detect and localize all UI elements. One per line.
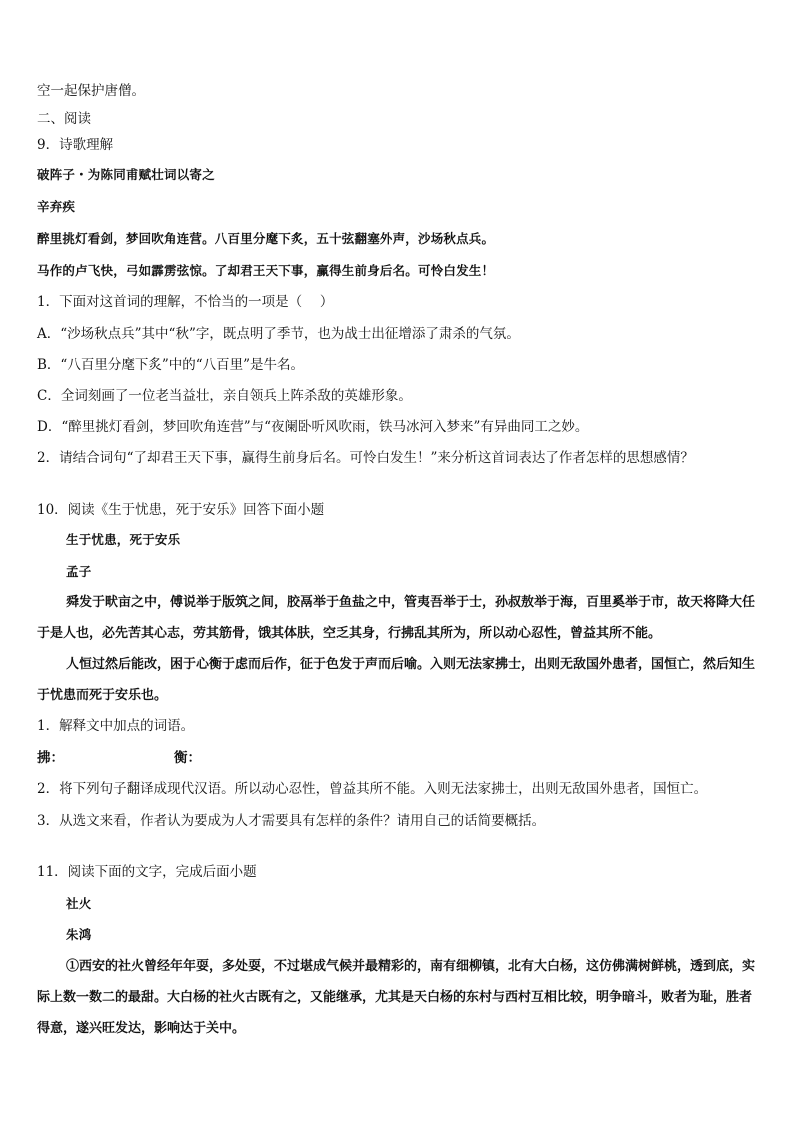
text-line: 空一起保护唐僧。 (37, 83, 145, 99)
option-c: C．全词刻画了一位老当益壮，亲自领兵上阵杀敌的英雄形象。 (37, 388, 412, 404)
section-heading-reading: 二、阅读 (37, 111, 91, 127)
question-11-heading: 11．阅读下面的文字，完成后面小题 (37, 864, 257, 880)
passage-author: 朱鸿 (66, 927, 92, 942)
poem-line: 醉里挑灯看剑，梦回吹角连营。八百里分麾下炙，五十弦翻塞外声，沙场秋点兵。 (37, 231, 495, 246)
fill-label: 衡： (174, 750, 201, 766)
question-text: 2．请结合词句“了却君王天下事，赢得生前身后名。可怜白发生！”来分析这首词表达了作者怎样的思想感情？ (37, 450, 694, 466)
poem-line: 马作的卢飞快，弓如霹雳弦惊。了却君王天下事，赢得生前身后名。可怜白发生！ (37, 263, 495, 278)
passage-title: 生于忧患，死于安乐 (66, 532, 181, 547)
passage-text: ①西安的社火曾经年年耍，多处耍，不过堪成气候并最精彩的，南有细柳镇，北有大白杨，这仿佛满树鲜桃，透到底，实际上数一数二的最甜。大白杨的社火古既有之，又能继承，尤其是天白杨的东村与西村互相比较，明争暗斗，败者为耻，胜者得意，遂兴旺发达，影响达于关中。 (37, 959, 756, 1036)
poem-author: 辛弃疾 (37, 199, 76, 214)
option-a: A．“沙场秋点兵”其中“秋”字，既点明了季节，也为战士出征增添了肃杀的气氛。 (37, 326, 520, 342)
passage-text: 舜发于畎亩之中，傅说举于版筑之间，胶鬲举于鱼盐之中，管夷吾举于士，孙叔敖举于海，百里奚举于市，故天将降大任于是人也，必先苦其心志，劳其筋骨，饿其体肤，空乏其身，行拂乱其所为，所以动心忍性，曾益其所不能。 (37, 595, 756, 641)
question-text: 1．解释文中加点的词语。 (37, 718, 195, 734)
question-text: 1．下面对这首词的理解，不恰当的一项是（ ） (37, 294, 334, 310)
passage-author: 孟子 (66, 564, 92, 579)
question-text: 3．从选文来看，作者认为要成为人才需要具有怎样的条件？请用自己的话简要概括。 (37, 813, 546, 829)
passage-paragraph (37, 951, 759, 1044)
passage-text: 人恒过然后能改，困于心衡于虑而后作，征于色发于声而后喻。入则无法家拂士，出则无敌国外患者，国恒亡，然后知生于忧患而死于安乐也。 (37, 657, 756, 703)
question-10-heading: 10．阅读《生于忧患，死于安乐》回答下面小题 (37, 502, 325, 518)
fill-blank-row (37, 749, 201, 767)
passage-paragraph (37, 649, 759, 711)
option-d: D．“醉里挑灯看剑，梦回吹角连营”与“夜阑卧听风吹雨，铁马冰河入梦来”有异曲同工之妙。 (37, 419, 589, 435)
passage-title: 社火 (66, 896, 92, 911)
poem-title: 破阵子・为陈同甫赋壮词以寄之 (37, 167, 215, 182)
question-text: 2．将下列句子翻译成现代汉语。所以动心忍性，曾益其所不能。入则无法家拂士，出则无敌国外患者，国恒亡。 (37, 781, 708, 797)
fill-label: 拂： (37, 750, 64, 766)
question-9-heading: 9．诗歌理解 (37, 137, 114, 153)
option-b: B．“八百里分麾下炙”中的“八百里”是牛名。 (37, 357, 305, 373)
passage-paragraph (37, 587, 759, 649)
